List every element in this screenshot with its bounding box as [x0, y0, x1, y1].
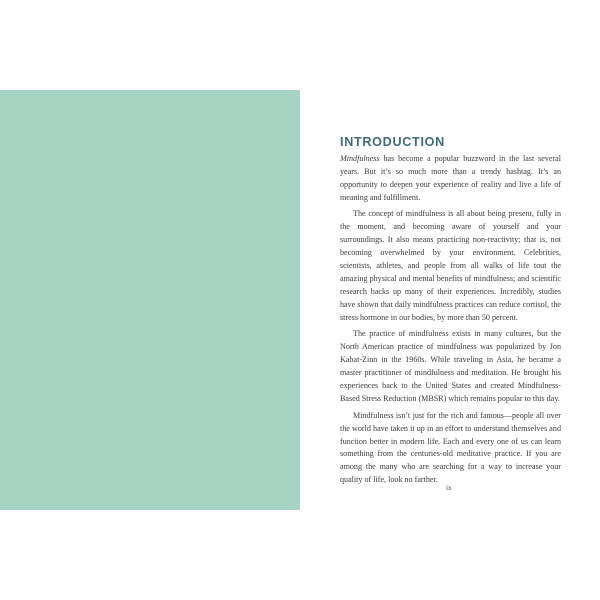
paragraph-3: The practice of mindfulness exists in many cultures, but the North American practice of mindfulness was popularized by Jon Kabat-Zinn in the 1960s. While traveling in Asia, he became a master practitioner of mindfulness and meditation. He brought his experiences back to the United States and created Mindfulness-Based Stress Reduction (MBSR) which remains popular to this day.	[340, 329, 561, 404]
color-panel	[0, 90, 300, 510]
paragraph-1-text: has become a popular buzzword in the last several years. But it’s so much more than a trendy hashtag. It’s an opportunity to deepen your experience of reality and live a life of meaning and fulfillment.	[340, 154, 561, 202]
paragraph-4: Mindfulness isn’t just for the rich and famous—people all over the world have taken it up in an effort to understand themselves and function better in modern life. Each and every one of us can learn something from the centuries-old meditative practice. If you are among the many who are searching for a way to increase your quality of life, look no farther.	[340, 410, 561, 485]
text-page	[340, 134, 561, 487]
page-number: ix	[446, 484, 452, 492]
emphasis-word: Mindfulness	[340, 154, 380, 163]
paragraph-2: The concept of mindfulness is all about being present, fully in the moment, and becoming aware of yourself and your surroundings. It also means practicing non-reactivity; that is, not becoming overwhelmed by your environment. Celebrities, scientists, athletes, and people from all walks of life tout the amazing physical and mental benefits of mindfulness; and scientific research backs up many of their experiences. Incredibly, studies have shown that daily mindfulness practices can reduce cortisol, the stress hormone in our bodies, by more than 50 percent.	[340, 209, 561, 322]
page-title: INTRODUCTION	[340, 135, 445, 149]
paragraph-1	[340, 153, 561, 205]
